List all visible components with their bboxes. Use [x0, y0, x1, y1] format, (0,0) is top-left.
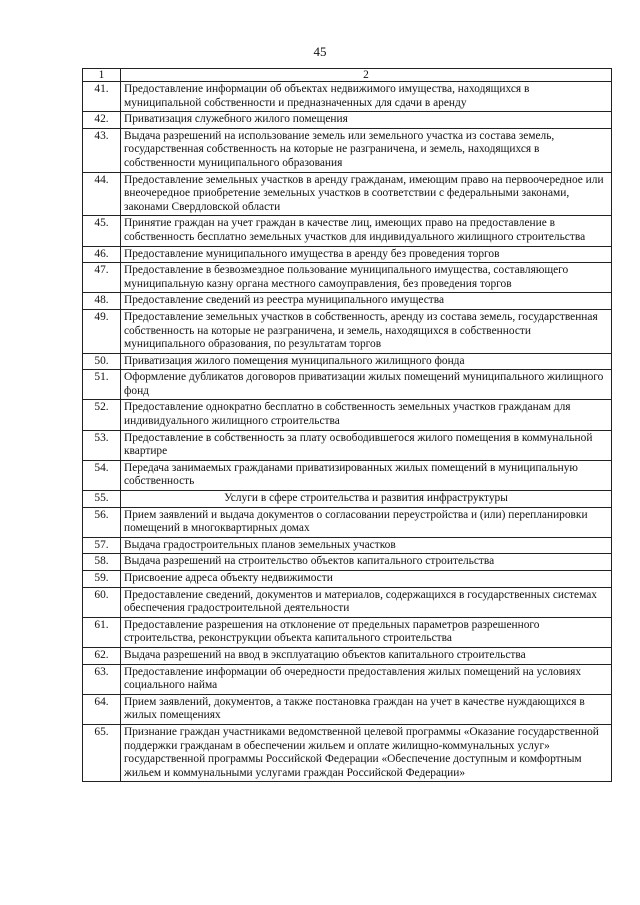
- table-row: [83, 571, 612, 588]
- service-name: Предоставление однократно бесплатно в собственность земельных участков гражданам для индивидуального жилищного строительства: [121, 400, 612, 430]
- section-heading: Услуги в сфере строительства и развития инфраструктуры: [121, 491, 612, 508]
- table-row: [83, 112, 612, 129]
- table-row: [83, 647, 612, 664]
- table-row: [83, 309, 612, 353]
- service-name: Предоставление информации об объектах недвижимого имущества, находящихся в муниципальной собственности и предназначенных для сдачи в аренду: [121, 82, 612, 112]
- row-number: 43.: [83, 128, 121, 172]
- service-name: Предоставление сведений, документов и материалов, содержащихся в государственных системах обеспечения градостроительной деятельности: [121, 587, 612, 617]
- table-row: [83, 128, 612, 172]
- service-name: Приватизация жилого помещения муниципального жилищного фонда: [121, 353, 612, 370]
- table-row: [83, 353, 612, 370]
- table-row: [83, 246, 612, 263]
- table-row: [83, 293, 612, 310]
- table-row: [83, 430, 612, 460]
- table-row: [83, 537, 612, 554]
- row-number: 52.: [83, 400, 121, 430]
- row-number: 50.: [83, 353, 121, 370]
- row-number: 61.: [83, 617, 121, 647]
- row-number: 59.: [83, 571, 121, 588]
- service-name: Выдача разрешений на ввод в эксплуатацию объектов капитального строительства: [121, 647, 612, 664]
- service-name: Предоставление земельных участков в аренду гражданам, имеющим право на первоочередное или внеочередное приобретение земельных участков в соответствии с федеральными законами, законами Свердловской области: [121, 172, 612, 216]
- row-number: 46.: [83, 246, 121, 263]
- row-number: 57.: [83, 537, 121, 554]
- row-number: 56.: [83, 507, 121, 537]
- row-number: 55.: [83, 491, 121, 508]
- row-number: 49.: [83, 309, 121, 353]
- service-name: Передача занимаемых гражданами приватизированных жилых помещений в муниципальную собственность: [121, 460, 612, 490]
- service-name: Предоставление муниципального имущества в аренду без проведения торгов: [121, 246, 612, 263]
- table-row: [83, 724, 612, 781]
- table-row: [83, 216, 612, 246]
- table-row: [83, 263, 612, 293]
- service-name: Предоставление информации об очередности предоставления жилых помещений на условиях социального найма: [121, 664, 612, 694]
- row-number: 64.: [83, 694, 121, 724]
- header-col-1: 1: [83, 69, 121, 82]
- row-number: 42.: [83, 112, 121, 129]
- row-number: 58.: [83, 554, 121, 571]
- service-name: Предоставление в безвозмездное пользование муниципального имущества, составляющего муниципальную казну органа местного самоуправления, без проведения торгов: [121, 263, 612, 293]
- header-col-2: 2: [121, 69, 612, 82]
- service-name: Признание граждан участниками ведомственной целевой программы «Оказание государственной поддержки гражданам в обеспечении жильем и оплате жилищно-коммунальных услуг» государственной программы Российской Федерации «Обеспечение доступным и комфортным жильем и коммунальными услугами граждан Российской Федерации»: [121, 724, 612, 781]
- row-number: 54.: [83, 460, 121, 490]
- table-row: [83, 400, 612, 430]
- row-number: 48.: [83, 293, 121, 310]
- row-number: 45.: [83, 216, 121, 246]
- table-row: [83, 554, 612, 571]
- table-row: [83, 617, 612, 647]
- table-row: [83, 172, 612, 216]
- row-number: 63.: [83, 664, 121, 694]
- row-number: 44.: [83, 172, 121, 216]
- table-row: [83, 82, 612, 112]
- table-row: [83, 587, 612, 617]
- table-row: [83, 491, 612, 508]
- service-name: Предоставление сведений из реестра муниципального имущества: [121, 293, 612, 310]
- service-name: Приватизация служебного жилого помещения: [121, 112, 612, 129]
- row-number: 65.: [83, 724, 121, 781]
- row-number: 47.: [83, 263, 121, 293]
- page-number: 45: [313, 44, 327, 59]
- service-name: Выдача разрешений на строительство объектов капитального строительства: [121, 554, 612, 571]
- table-header-row: [83, 69, 612, 82]
- table-row: [83, 507, 612, 537]
- table-row: [83, 664, 612, 694]
- row-number: 51.: [83, 370, 121, 400]
- table-row: [83, 694, 612, 724]
- services-table: [82, 68, 612, 782]
- service-name: Предоставление разрешения на отклонение от предельных параметров разрешенного строительства, реконструкции объекта капитального строительства: [121, 617, 612, 647]
- row-number: 53.: [83, 430, 121, 460]
- row-number: 41.: [83, 82, 121, 112]
- service-name: Предоставление земельных участков в собственность, аренду из состава земель, государственная собственность на которые не разграничена, и земель, находящихся в собственности муниципального образования, по результатам торгов: [121, 309, 612, 353]
- service-name: Предоставление в собственность за плату освободившегося жилого помещения в коммунальной квартире: [121, 430, 612, 460]
- row-number: 62.: [83, 647, 121, 664]
- service-name: Выдача градостроительных планов земельных участков: [121, 537, 612, 554]
- service-name: Прием заявлений и выдача документов о согласовании переустройства и (или) перепланировки помещений в многоквартирных домах: [121, 507, 612, 537]
- row-number: 60.: [83, 587, 121, 617]
- service-name: Оформление дубликатов договоров приватизации жилых помещений муниципального жилищного фонд: [121, 370, 612, 400]
- service-name: Выдача разрешений на использование земель или земельного участка из состава земель, государственная собственность на которые не разграничена, и земель, находящихся в собственности муниципального образования: [121, 128, 612, 172]
- table-row: [83, 460, 612, 490]
- service-name: Принятие граждан на учет граждан в качестве лиц, имеющих право на предоставление в собственность бесплатно земельных участков для индивидуального жилищного строительства: [121, 216, 612, 246]
- service-name: Присвоение адреса объекту недвижимости: [121, 571, 612, 588]
- table-row: [83, 370, 612, 400]
- service-name: Прием заявлений, документов, а также постановка граждан на учет в качестве нуждающихся в жилых помещениях: [121, 694, 612, 724]
